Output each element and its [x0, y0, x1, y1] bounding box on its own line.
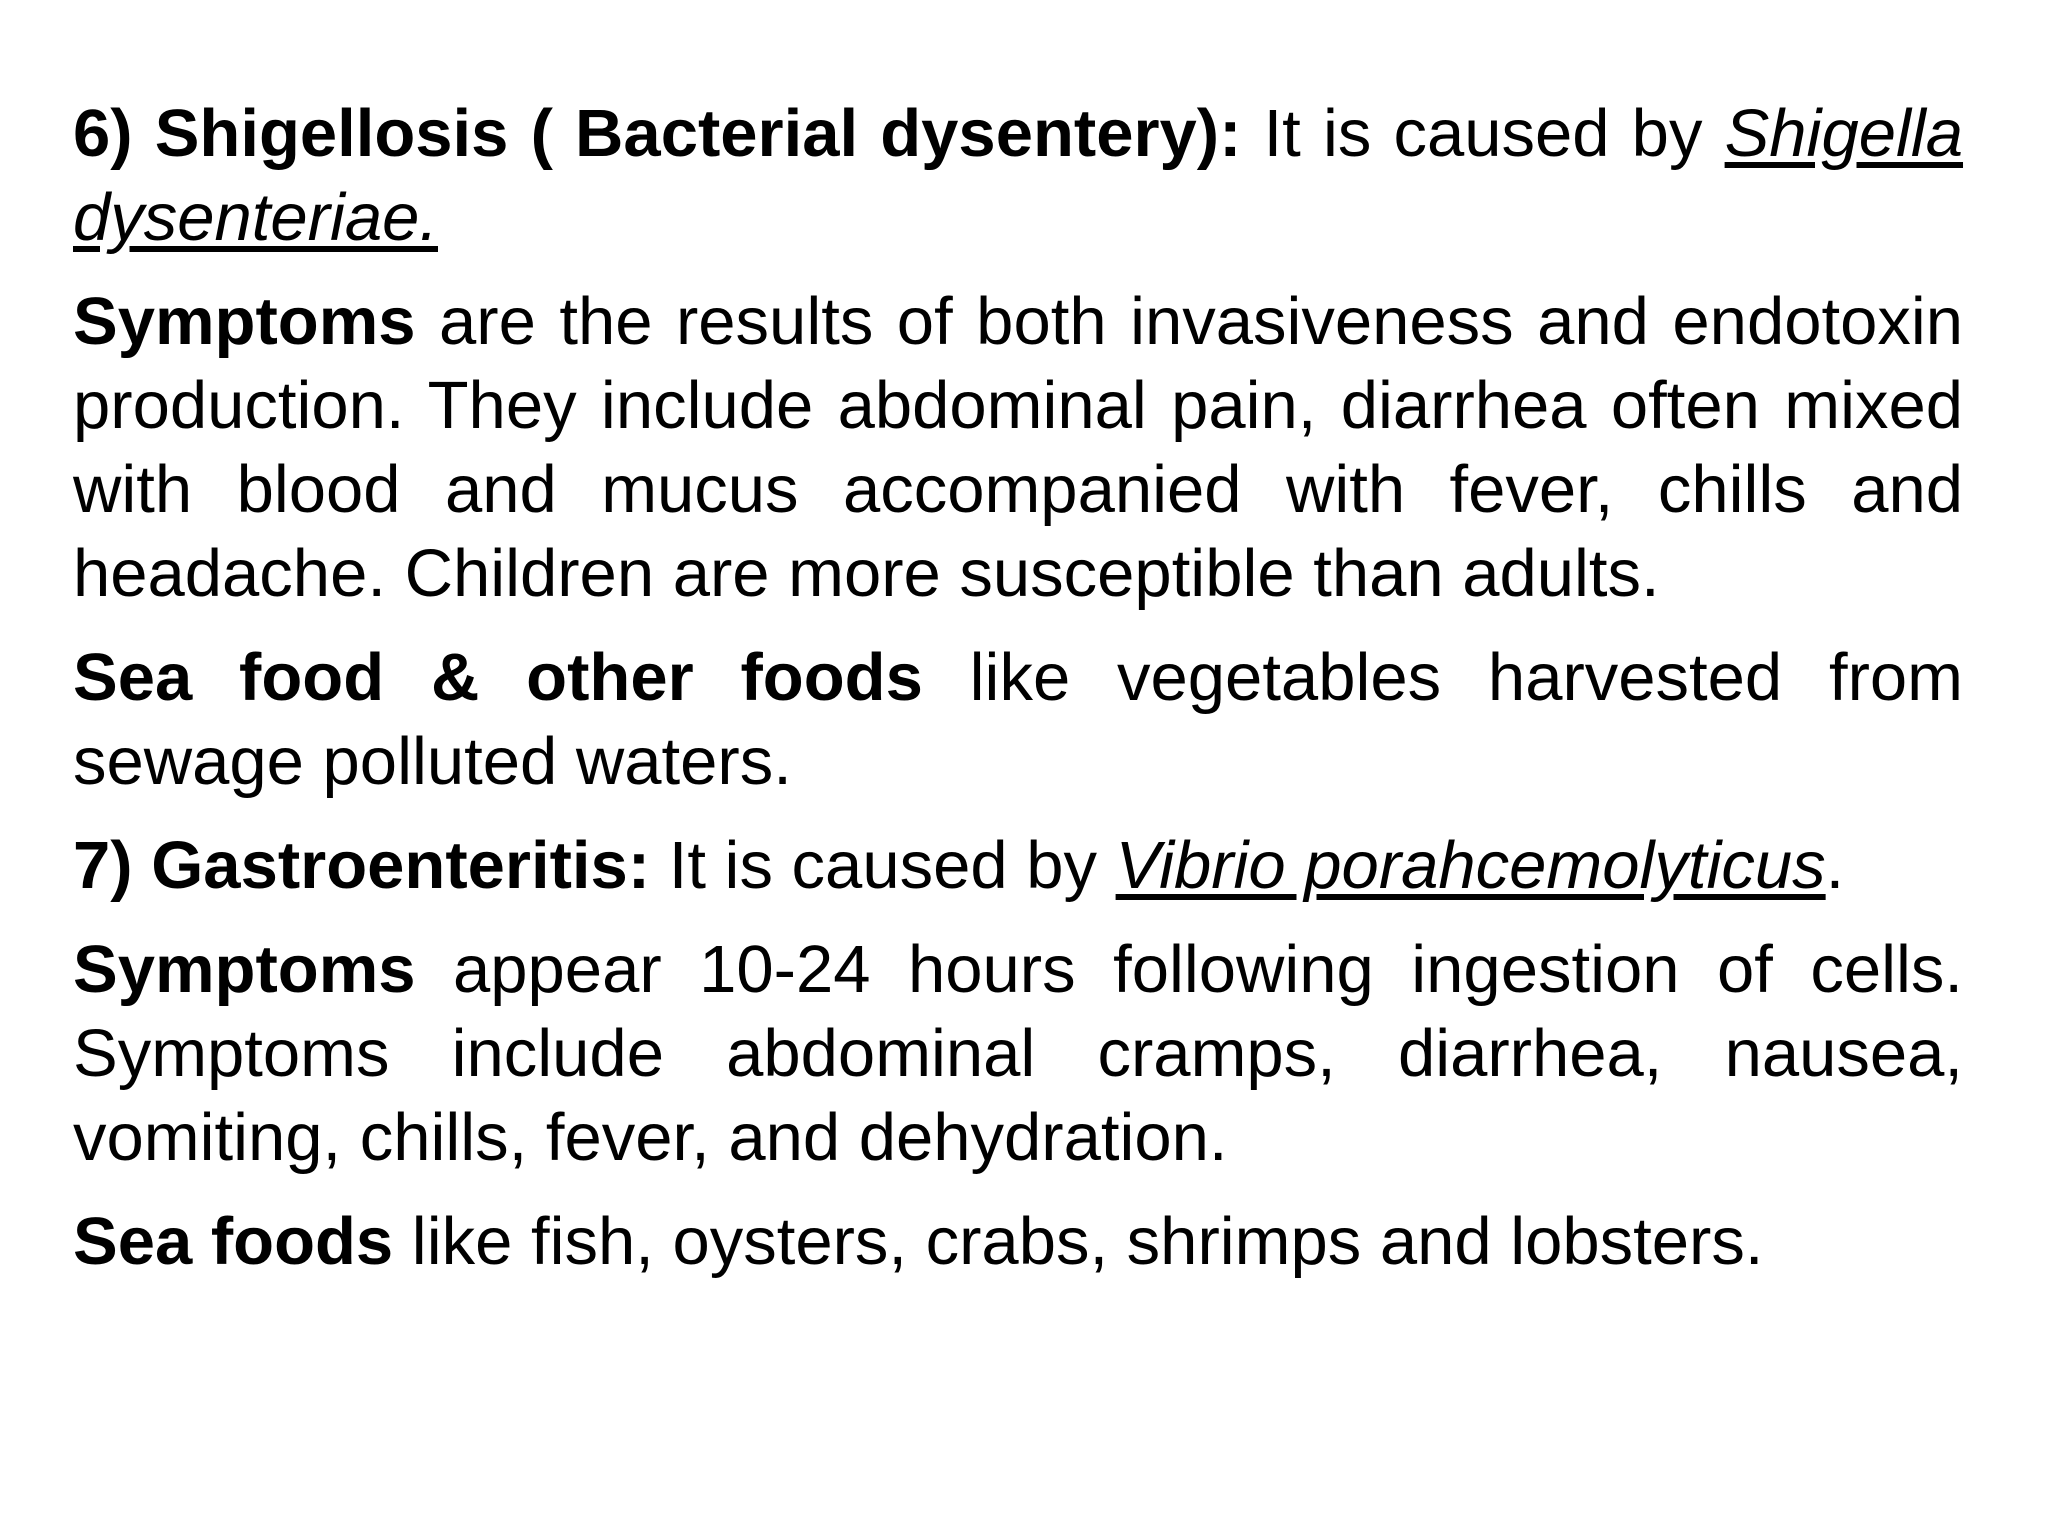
gastroenteritis-intro: It is caused by — [650, 828, 1116, 903]
shigellosis-foods-text: like vegetables harvested from sewage polluted waters. — [73, 640, 1963, 799]
shigellosis-foods-label: Sea food & other foods — [73, 640, 923, 715]
gastroenteritis-symptoms-text: appear 10-24 hours following ingestion of cells. Symptoms include abdominal cramps, diarrhea, nausea, vomiting, chills, fever, and dehydration. — [73, 932, 1963, 1175]
gastroenteritis-heading: 7) Gastroenteritis: — [73, 828, 651, 903]
shigellosis-organism: Shigella dysenteriae. — [73, 96, 1964, 255]
gastroenteritis-organism: Vibrio porahcemolyticus — [1115, 828, 1826, 903]
gastroenteritis-symptoms-label: Symptoms — [73, 932, 416, 1007]
gastroenteritis-paragraph — [73, 824, 1963, 908]
shigellosis-intro: It is caused by — [1241, 96, 1725, 171]
gastroenteritis-foods-text: like fish, oysters, crabs, shrimps and lobsters. — [393, 1204, 1764, 1279]
shigellosis-symptoms-label: Symptoms — [73, 284, 416, 359]
gastroenteritis-foods-paragraph — [73, 1200, 1963, 1284]
shigellosis-heading: 6) Shigellosis ( Bacterial dysentery): — [73, 96, 1242, 171]
gastroenteritis-symptoms-paragraph — [73, 928, 1963, 1180]
shigellosis-foods-paragraph — [73, 636, 1963, 804]
shigellosis-symptoms-text: are the results of both invasiveness and endotoxin production. They include abdominal pain, diarrhea often mixed with blood and mucus accompanied with fever, chills and headache. Children are more susceptible than adults. — [73, 284, 1963, 611]
shigellosis-symptoms-paragraph — [73, 280, 1963, 616]
gastroenteritis-foods-label: Sea foods — [73, 1204, 394, 1279]
gastroenteritis-end: . — [1825, 828, 1845, 903]
slide-content — [73, 92, 1963, 1304]
shigellosis-paragraph — [73, 92, 1963, 260]
